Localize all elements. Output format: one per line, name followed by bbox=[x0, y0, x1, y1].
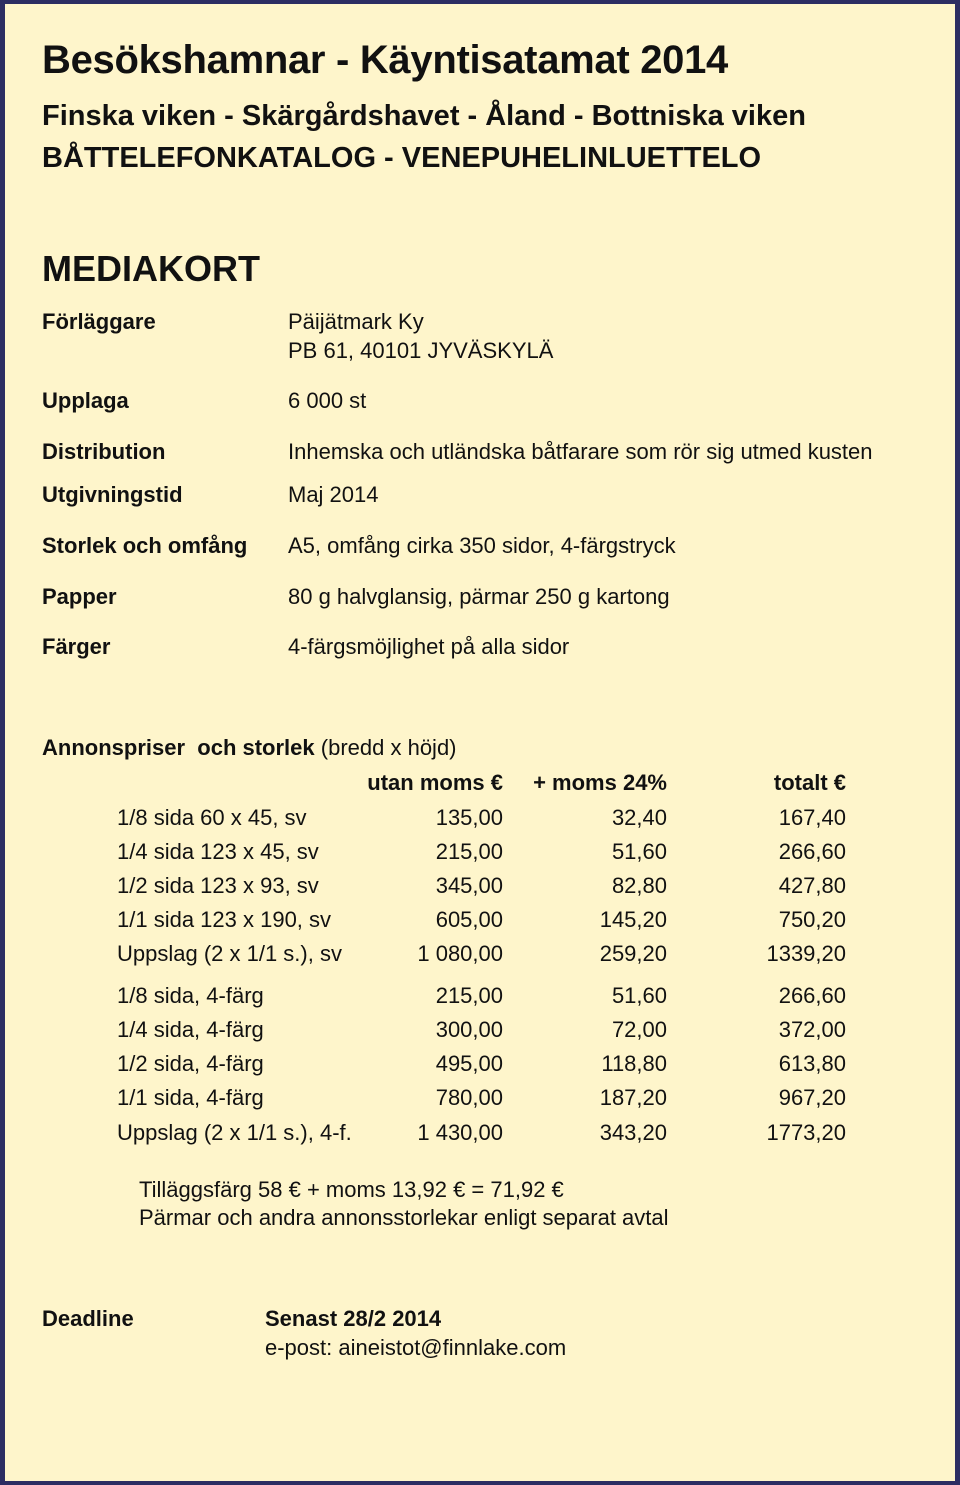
row-net: 345,00 bbox=[435, 873, 503, 898]
colors-label: Färger bbox=[42, 634, 111, 659]
ad-prices-heading-part1: Annonspriser bbox=[42, 735, 186, 760]
publisher-address: PB 61, 40101 JYVÄSKYLÄ bbox=[288, 338, 554, 363]
other-sizes-note: Pärmar och andra annonsstorlekar enligt separat avtal bbox=[139, 1205, 669, 1230]
publication-time-label: Utgivningstid bbox=[42, 482, 183, 507]
catalog-subtitle: BÅTTELEFONKATALOG - VENEPUHELINLUETTELO bbox=[42, 142, 762, 174]
row-label: 1/2 sida, 4-färg bbox=[117, 1051, 264, 1076]
row-total: 266,60 bbox=[778, 983, 846, 1008]
row-total: 372,00 bbox=[778, 1017, 846, 1042]
circulation-value: 6 000 st bbox=[288, 388, 367, 413]
row-label: 1/4 sida 123 x 45, sv bbox=[117, 839, 319, 864]
row-total: 427,80 bbox=[778, 873, 846, 898]
row-vat: 72,00 bbox=[611, 1017, 667, 1042]
row-vat: 145,20 bbox=[599, 907, 667, 932]
row-label: 1/1 sida, 4-färg bbox=[117, 1085, 264, 1110]
size-value: A5, omfång cirka 350 sidor, 4-färgstryck bbox=[288, 533, 676, 558]
row-vat: 118,80 bbox=[601, 1051, 667, 1076]
page-title: Besökshamnar - Käyntisatamat 2014 bbox=[42, 38, 728, 82]
row-label: 1/8 sida 60 x 45, sv bbox=[117, 805, 307, 830]
row-total: 1773,20 bbox=[766, 1120, 846, 1145]
col-header-total: totalt € bbox=[773, 770, 846, 795]
row-vat: 82,80 bbox=[611, 873, 667, 898]
row-total: 266,60 bbox=[778, 839, 846, 864]
ad-prices-heading bbox=[42, 735, 457, 761]
row-label: 1/8 sida, 4-färg bbox=[117, 983, 264, 1008]
publisher-label: Förläggare bbox=[42, 309, 156, 334]
publisher-name: Päijätmark Ky bbox=[288, 309, 424, 334]
paper-label: Papper bbox=[42, 584, 117, 609]
row-total: 167,40 bbox=[778, 805, 846, 830]
row-label: Uppslag (2 x 1/1 s.), sv bbox=[117, 941, 342, 966]
deadline-email: e-post: aineistot@finnlake.com bbox=[265, 1335, 567, 1360]
row-net: 495,00 bbox=[435, 1051, 503, 1076]
row-label: Uppslag (2 x 1/1 s.), 4-f. bbox=[117, 1120, 352, 1145]
row-vat: 32,40 bbox=[611, 805, 667, 830]
deadline-label: Deadline bbox=[42, 1306, 134, 1331]
row-vat: 343,20 bbox=[599, 1120, 667, 1145]
row-net: 300,00 bbox=[435, 1017, 503, 1042]
mediakort-heading: MEDIAKORT bbox=[42, 248, 260, 289]
deadline-value: Senast 28/2 2014 bbox=[265, 1306, 442, 1331]
extra-color-note: Tilläggsfärg 58 € + moms 13,92 € = 71,92 € bbox=[139, 1177, 564, 1202]
col-header-vat: + moms 24% bbox=[533, 770, 667, 795]
row-total: 750,20 bbox=[778, 907, 846, 932]
colors-value: 4-färgsmöjlighet på alla sidor bbox=[288, 634, 570, 659]
ad-prices-heading-dims: (bredd x höjd) bbox=[320, 735, 457, 760]
col-header-net: utan moms € bbox=[367, 770, 503, 795]
row-vat: 51,60 bbox=[611, 983, 667, 1008]
row-vat: 259,20 bbox=[599, 941, 667, 966]
row-label: 1/2 sida 123 x 93, sv bbox=[117, 873, 319, 898]
row-net: 215,00 bbox=[435, 839, 503, 864]
row-net: 215,00 bbox=[435, 983, 503, 1008]
paper-value: 80 g halvglansig, pärmar 250 g kartong bbox=[288, 584, 670, 609]
row-net: 1 430,00 bbox=[417, 1120, 503, 1145]
row-total: 967,20 bbox=[778, 1085, 846, 1110]
row-vat: 51,60 bbox=[611, 839, 667, 864]
distribution-label: Distribution bbox=[42, 439, 166, 464]
row-total: 613,80 bbox=[778, 1051, 846, 1076]
row-net: 135,00 bbox=[435, 805, 503, 830]
row-net: 605,00 bbox=[435, 907, 503, 932]
row-net: 1 080,00 bbox=[417, 941, 503, 966]
publication-time-value: Maj 2014 bbox=[288, 482, 379, 507]
circulation-label: Upplaga bbox=[42, 388, 129, 413]
size-label: Storlek och omfång bbox=[42, 533, 248, 558]
row-label: 1/4 sida, 4-färg bbox=[117, 1017, 264, 1042]
row-net: 780,00 bbox=[435, 1085, 503, 1110]
row-vat: 187,20 bbox=[599, 1085, 667, 1110]
ad-prices-heading-part2: och storlek bbox=[197, 735, 315, 760]
row-total: 1339,20 bbox=[766, 941, 846, 966]
distribution-value: Inhemska och utländska båtfarare som rör sig utmed kusten bbox=[288, 439, 873, 464]
media-card-sheet bbox=[5, 4, 955, 1481]
region-subtitle: Finska viken - Skärgårdshavet - Åland - Bottniska viken bbox=[42, 100, 806, 132]
row-label: 1/1 sida 123 x 190, sv bbox=[117, 907, 332, 932]
